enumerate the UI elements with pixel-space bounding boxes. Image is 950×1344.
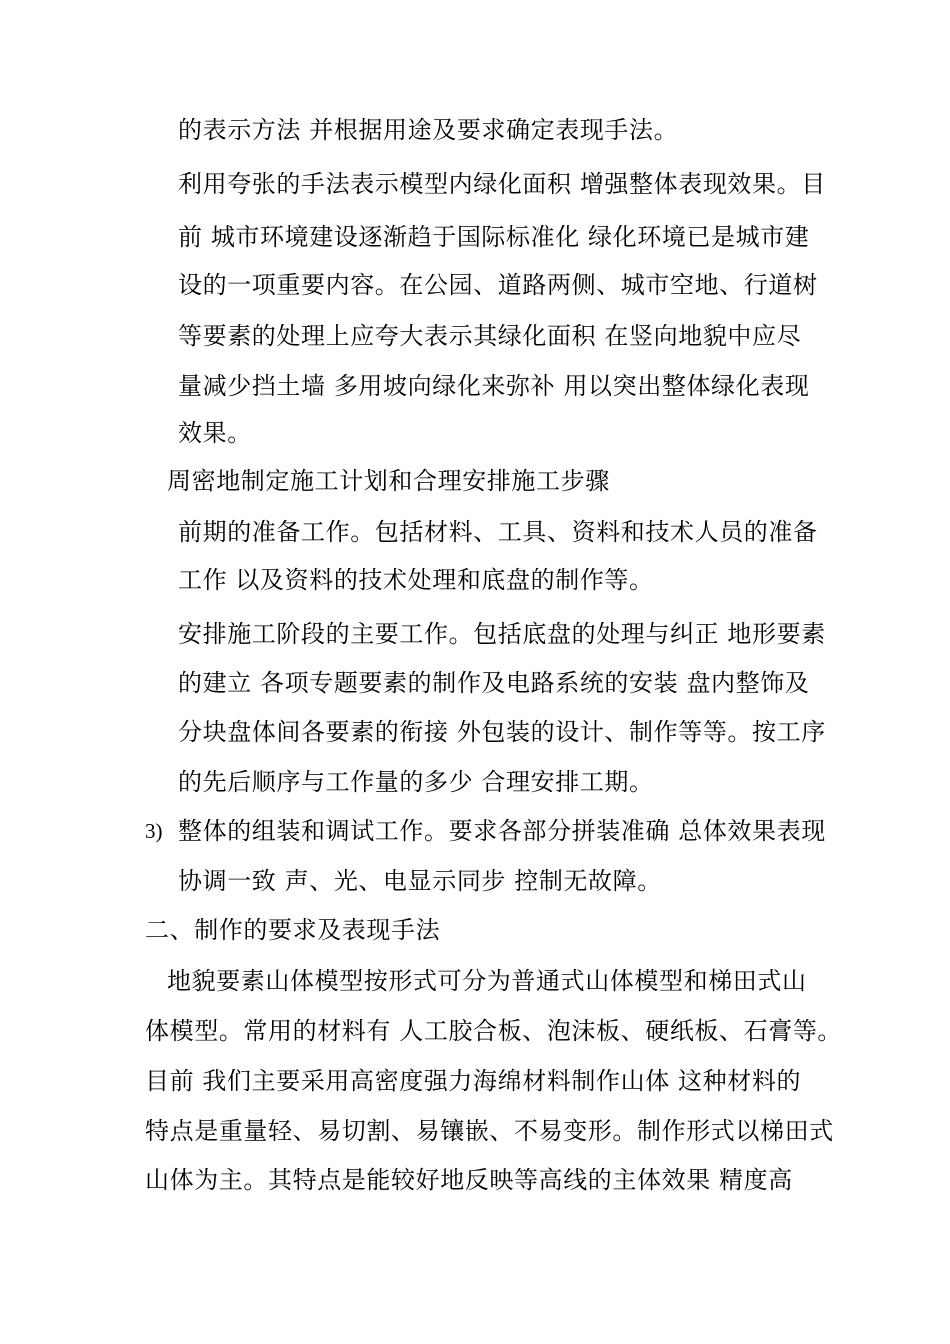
text-line: 安排施工阶段的主要工作。包括底盘的处理与纠正 地形要素 <box>178 620 826 648</box>
list-number: 3) <box>145 819 163 843</box>
text-line: 体模型。常用的材料有 人工胶合板、泡沫板、硬纸板、石膏等。 <box>145 1017 843 1045</box>
text-line: 整体的组装和调试工作。要求各部分拼装准确 总体效果表现 <box>178 817 826 845</box>
text-line: 特点是重量轻、易切割、易镶嵌、不易变形。制作形式以梯田式 <box>145 1117 834 1145</box>
text-line: 等要素的处理上应夸大表示其绿化面积 在竖向地貌中应尽 <box>178 322 802 350</box>
text-line: 设的一项重要内容。在公园、道路两侧、城市空地、行道树 <box>178 271 818 299</box>
text-line: 工作 以及资料的技术处理和底盘的制作等。 <box>178 566 654 594</box>
text-line: 分块盘体间各要素的衔接 外包装的设计、制作等等。按工序 <box>178 718 826 746</box>
text-line: 前 城市环境建设逐渐趋于国际标准化 绿化环境已是城市建 <box>178 223 810 251</box>
text-line: 地貌要素山体模型按形式可分为普通式山体模型和梯田式山 <box>167 967 807 995</box>
text-line: 的先后顺序与工作量的多少 合理安排工期。 <box>178 768 654 796</box>
text-line: 效果。 <box>178 419 252 447</box>
text-line: 的建立 各项专题要素的制作及电路系统的安装 盘内整饰及 <box>178 669 810 697</box>
text-line: 山体为主。其特点是能较好地反映等高线的主体效果 精度高 <box>145 1166 793 1194</box>
text-line: 量减少挡土墙 多用坡向绿化来弥补 用以突出整体绿化表现 <box>178 372 810 400</box>
text-line: 目前 我们主要采用高密度强力海绵材料制作山体 这种材料的 <box>145 1067 802 1095</box>
section-heading: 二、制作的要求及表现手法 <box>145 916 441 944</box>
text-line: 协调一致 声、光、电显示同步 控制无故障。 <box>178 867 662 895</box>
text-line: 利用夸张的手法表示模型内绿化面积 增强整体表现效果。目 <box>178 170 826 198</box>
text-line: 前期的准备工作。包括材料、工具、资料和技术人员的准备 <box>178 518 818 546</box>
text-line: 的表示方法 并根据用途及要求确定表现手法。 <box>178 116 679 144</box>
section-heading: 周密地制定施工计划和合理安排施工步骤 <box>167 467 610 495</box>
